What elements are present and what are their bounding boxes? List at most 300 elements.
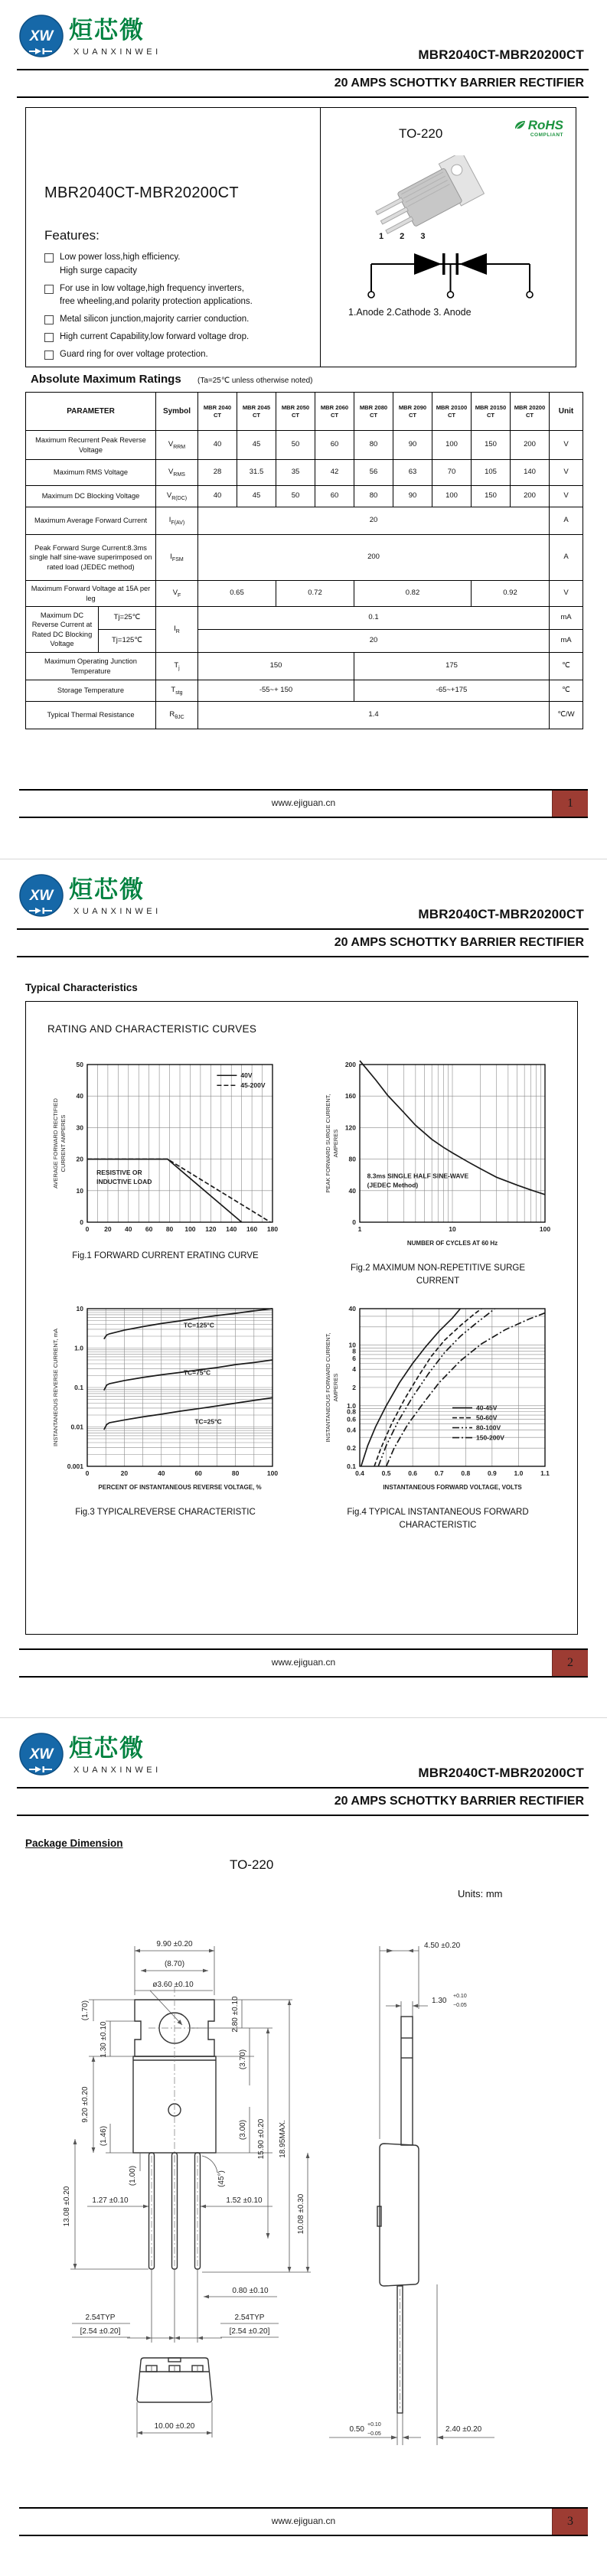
svg-text:1.0: 1.0 xyxy=(514,1469,524,1477)
logo-mark-icon xyxy=(18,1732,66,1776)
svg-text:CURRENT AMPERES: CURRENT AMPERES xyxy=(60,1114,67,1172)
page-footer xyxy=(19,789,588,818)
figure-2 xyxy=(302,1055,574,1289)
fig1-plot xyxy=(51,1055,280,1242)
checkbox-icon xyxy=(44,333,54,342)
svg-text:0.4: 0.4 xyxy=(355,1469,364,1477)
brand-latin: XUANXINWEI xyxy=(73,907,162,916)
checkbox-icon xyxy=(44,351,54,360)
symbol-cell: $R_{\theta JC}$ xyxy=(156,702,198,729)
unit-cell: A xyxy=(550,507,583,535)
svg-text:30: 30 xyxy=(76,1123,83,1132)
package-name: TO-220 xyxy=(230,1857,274,1872)
page-2 xyxy=(0,859,607,1717)
symbol-cell: $V_F$ xyxy=(156,581,198,607)
col-header-model: MBR 20100 CT xyxy=(432,393,472,431)
unit-cell: mA xyxy=(550,630,583,653)
param-cell: Typical Thermal Resistance xyxy=(26,702,156,729)
svg-text:INDUCTIVE LOAD: INDUCTIVE LOAD xyxy=(96,1178,152,1186)
svg-text:0: 0 xyxy=(80,1218,83,1226)
value-cell: 45 xyxy=(237,486,276,507)
header-rule xyxy=(17,1787,589,1789)
header-rule xyxy=(17,928,589,930)
param-cell: Maximum DC Blocking Voltage xyxy=(26,486,156,507)
value-cell: 20 xyxy=(198,507,550,535)
param-cell: Storage Temperature xyxy=(26,680,156,702)
dual-diode-symbol xyxy=(361,252,540,302)
fig3-caption: Fig.3 TYPICALREVERSE CHARACTERISTIC xyxy=(75,1507,256,1517)
col-header-model: MBR 2045 CT xyxy=(237,393,276,431)
part-range-title: MBR2040CT-MBR20200CT xyxy=(418,47,584,62)
svg-text:10: 10 xyxy=(76,1304,83,1312)
table-header-row xyxy=(26,393,583,431)
rohs-label: RoHS xyxy=(527,118,563,132)
symbol-cell: $I_R$ xyxy=(156,607,198,653)
company-logo xyxy=(18,14,248,57)
feature-item xyxy=(44,282,312,310)
value-cell: 42 xyxy=(315,460,354,486)
svg-text:120: 120 xyxy=(344,1123,356,1132)
unit-cell: ℃/W xyxy=(550,702,583,729)
table-row xyxy=(26,431,583,460)
dim-side-width: 4.50 ±0.20 xyxy=(424,1942,461,1950)
svg-text:0.1: 0.1 xyxy=(347,1462,356,1470)
svg-text:120: 120 xyxy=(205,1225,217,1233)
svg-text:PEAK FORWARD SURGE CURRENT,: PEAK FORWARD SURGE CURRENT, xyxy=(325,1094,331,1193)
svg-text:20: 20 xyxy=(76,1155,83,1163)
value-cell: 150 xyxy=(198,653,354,680)
svg-text:10: 10 xyxy=(348,1341,356,1349)
symbol-cell: $V_{RRM}$ xyxy=(156,431,198,460)
rohs-badge xyxy=(513,119,563,139)
dim-body-step: (1.46) xyxy=(100,2125,108,2147)
value-cell: 105 xyxy=(472,460,511,486)
value-cell: 100 xyxy=(432,431,472,460)
dim-shoulder: (1.00) xyxy=(129,2165,137,2186)
value-cell: 150 xyxy=(472,486,511,507)
svg-text:0.4: 0.4 xyxy=(347,1425,356,1433)
value-cell: 63 xyxy=(393,460,432,486)
value-cell: 70 xyxy=(432,460,472,486)
symbol-cell: $V_{R(DC)}$ xyxy=(156,486,198,507)
symbol-cell: $T_{stg}$ xyxy=(156,680,198,702)
svg-text:TC=75°C: TC=75°C xyxy=(183,1368,211,1377)
unit-cell: A xyxy=(550,535,583,581)
package-3d-image xyxy=(363,155,508,236)
svg-text:TC=25°C: TC=25°C xyxy=(194,1417,222,1425)
checkbox-icon xyxy=(44,253,54,262)
unit-cell: ℃ xyxy=(550,680,583,702)
svg-text:0.8: 0.8 xyxy=(347,1407,356,1416)
svg-text:0.6: 0.6 xyxy=(408,1469,418,1477)
page-number-badge: 3 xyxy=(552,2509,588,2535)
value-cell: 0.72 xyxy=(276,581,354,607)
condition-cell: Tj=25℃ xyxy=(99,607,156,630)
dim-back-depth: 2.40 ±0.20 xyxy=(445,2425,482,2434)
svg-text:AVERAGE FORWARD RECTIFIED: AVERAGE FORWARD RECTIFIED xyxy=(52,1098,59,1189)
dim-tab-width: 9.90 ±0.20 xyxy=(156,1940,193,1948)
product-overview-box xyxy=(25,107,576,367)
svg-text:RESISTIVE OR: RESISTIVE OR xyxy=(96,1169,142,1177)
svg-text:0: 0 xyxy=(352,1218,356,1226)
dim-chamfer: (45°) xyxy=(217,2170,226,2187)
table-row xyxy=(26,507,583,535)
col-header-model: MBR 2080 CT xyxy=(354,393,393,431)
feature-item xyxy=(44,313,312,327)
value-cell: 50 xyxy=(276,486,315,507)
col-header-model: MBR 20150 CT xyxy=(472,393,511,431)
svg-text:XW: XW xyxy=(29,28,54,44)
characteristics-box xyxy=(25,1001,578,1635)
svg-text:INSTANTANEOUS FORWARD VOLTAGE,: INSTANTANEOUS FORWARD VOLTAGE, VOLTS xyxy=(383,1483,522,1491)
svg-text:0.001: 0.001 xyxy=(67,1462,83,1470)
brand-chinese: 烜芯微 xyxy=(69,17,145,44)
fig4-plot xyxy=(323,1299,553,1498)
col-header-model: MBR 20200 CT xyxy=(511,393,550,431)
value-cell: 20 xyxy=(198,630,550,653)
pin-numbers: 1 2 3 xyxy=(379,232,432,241)
svg-text:AMPERES: AMPERES xyxy=(332,1373,339,1401)
dim-notch: 1.30 ±0.10 xyxy=(100,2021,108,2058)
svg-text:10: 10 xyxy=(449,1225,456,1233)
value-cell: 0.92 xyxy=(472,581,550,607)
svg-text:6: 6 xyxy=(352,1354,356,1362)
param-cell: Maximum Recurrent Peak Reverse Voltage xyxy=(26,431,156,460)
svg-text:0.9: 0.9 xyxy=(487,1469,497,1477)
param-cell: Maximum Average Forward Current xyxy=(26,507,156,535)
value-cell: 90 xyxy=(393,486,432,507)
param-cell: Peak Forward Surge Current:8.3ms single half sine-wave superimposed on rated load (JEDEC method) xyxy=(26,535,156,581)
value-cell: 60 xyxy=(315,486,354,507)
svg-text:50-60V: 50-60V xyxy=(476,1414,498,1422)
pin-legend: 1.Anode 2.Cathode 3. Anode xyxy=(348,307,472,318)
header-rule xyxy=(17,956,589,957)
value-cell: 140 xyxy=(511,460,550,486)
svg-text:100: 100 xyxy=(266,1469,279,1477)
dim-pitch-typ-right: 2.54TYP xyxy=(234,2314,265,2322)
svg-text:100: 100 xyxy=(184,1225,196,1233)
unit-cell: V xyxy=(550,431,583,460)
svg-text:1: 1 xyxy=(357,1225,362,1233)
fig1-caption: Fig.1 FORWARD CURRENT ERATING CURVE xyxy=(72,1251,259,1260)
value-cell: 1.4 xyxy=(198,702,550,729)
feature-line: Guard ring for over voltage protection. xyxy=(60,349,208,359)
value-cell: 200 xyxy=(511,486,550,507)
svg-text:50: 50 xyxy=(76,1061,83,1068)
dim-body-height: 9.20 ±0.20 xyxy=(81,2086,90,2123)
dim-tab-thk-plus: +0.10 xyxy=(453,1994,467,1999)
value-cell: 175 xyxy=(354,653,550,680)
company-logo xyxy=(18,873,248,916)
svg-text:INSTANTANEOUS REVERSE CURRENT,: INSTANTANEOUS REVERSE CURRENT, mA xyxy=(52,1328,59,1446)
value-cell: 100 xyxy=(432,486,472,507)
company-logo xyxy=(18,1732,248,1775)
section-heading: Typical Characteristics xyxy=(25,982,138,993)
value-cell: -55~+ 150 xyxy=(198,680,354,702)
dim-lead-thk-minus: −0.05 xyxy=(367,2431,381,2437)
svg-text:80: 80 xyxy=(348,1155,356,1163)
doc-subtitle: 20 AMPS SCHOTTKY BARRIER RECTIFIER xyxy=(334,936,584,949)
svg-text:80-100V: 80-100V xyxy=(476,1423,501,1432)
page-3 xyxy=(0,1717,607,2576)
checkbox-icon xyxy=(44,315,54,324)
feature-item xyxy=(44,331,312,344)
dim-tab-top-ref: (1.70) xyxy=(81,2000,90,2021)
svg-text:4: 4 xyxy=(352,1365,356,1373)
col-header-model: MBR 2090 CT xyxy=(393,393,432,431)
feature-item xyxy=(44,251,312,279)
logo-mark-icon xyxy=(18,873,66,918)
svg-text:40: 40 xyxy=(348,1304,356,1312)
doc-subtitle: 20 AMPS SCHOTTKY BARRIER RECTIFIER xyxy=(334,1795,584,1808)
svg-text:40-45V: 40-45V xyxy=(476,1404,498,1412)
ratings-note: (Ta=25℃ unless otherwise noted) xyxy=(197,377,313,385)
product-title: MBR2040CT-MBR20200CT xyxy=(44,184,239,201)
page-footer xyxy=(19,2507,588,2536)
unit-cell: V xyxy=(550,460,583,486)
brand-chinese: 烜芯微 xyxy=(69,876,145,903)
symbol-cell: $I_{FSM}$ xyxy=(156,535,198,581)
value-cell: 28 xyxy=(198,460,237,486)
svg-text:100: 100 xyxy=(539,1225,551,1233)
col-header-symbol: Symbol xyxy=(156,393,198,431)
unit-cell: V xyxy=(550,581,583,607)
svg-text:0.5: 0.5 xyxy=(381,1469,391,1477)
curves-title: RATING AND CHARACTERISTIC CURVES xyxy=(47,1023,257,1035)
unit-cell: ℃ xyxy=(550,653,583,680)
svg-text:2: 2 xyxy=(352,1383,356,1391)
col-header-parameter: PARAMETER xyxy=(26,393,156,431)
footer-url: www.ejiguan.cn xyxy=(271,797,336,808)
table-row xyxy=(26,630,583,653)
svg-text:80: 80 xyxy=(231,1469,240,1477)
value-cell: 200 xyxy=(511,431,550,460)
footer-url: www.ejiguan.cn xyxy=(271,2516,336,2526)
value-cell: 40 xyxy=(198,431,237,460)
svg-text:40: 40 xyxy=(348,1186,356,1195)
svg-text:40V: 40V xyxy=(240,1071,253,1080)
svg-text:0: 0 xyxy=(85,1469,90,1477)
svg-text:45-200V: 45-200V xyxy=(240,1081,266,1090)
header-rule xyxy=(17,69,589,70)
dim-tab-thk: 1.30 xyxy=(432,1997,447,2005)
doc-subtitle: 20 AMPS SCHOTTKY BARRIER RECTIFIER xyxy=(334,77,584,90)
svg-text:0.01: 0.01 xyxy=(70,1423,83,1430)
unit-cell: V xyxy=(550,486,583,507)
table-row xyxy=(26,680,583,702)
col-header-model: MBR 2060 CT xyxy=(315,393,354,431)
value-cell: 0.82 xyxy=(354,581,472,607)
dim-body-total: 15.90 ±0.20 xyxy=(257,2118,266,2160)
svg-text:TC=125°C: TC=125°C xyxy=(183,1321,214,1329)
dim-lead-width2: 1.52 ±0.10 xyxy=(226,2196,263,2205)
svg-text:NUMBER OF CYCLES AT 60 Hz: NUMBER OF CYCLES AT 60 Hz xyxy=(406,1240,498,1247)
symbol-cell: $V_{RMS}$ xyxy=(156,460,198,486)
feature-line: Low power loss,high efficiency. xyxy=(60,253,181,262)
figure-3 xyxy=(29,1299,302,1533)
svg-text:0.6: 0.6 xyxy=(347,1414,356,1423)
svg-text:150-200V: 150-200V xyxy=(476,1433,504,1442)
dim-pitch-typ-left: 2.54TYP xyxy=(85,2314,116,2322)
param-cell: Maximum RMS Voltage xyxy=(26,460,156,486)
value-cell: 40 xyxy=(198,486,237,507)
figure-4 xyxy=(302,1299,574,1533)
value-cell: 60 xyxy=(315,431,354,460)
dim-hole-center: 2.80 ±0.10 xyxy=(231,1996,240,2033)
dim-bottom-width: 10.00 ±0.20 xyxy=(154,2422,195,2431)
value-cell: 200 xyxy=(198,535,550,581)
brand-chinese: 烜芯微 xyxy=(69,1735,145,1762)
table-row xyxy=(26,460,583,486)
svg-text:160: 160 xyxy=(246,1225,258,1233)
footer-url: www.ejiguan.cn xyxy=(271,1657,336,1668)
svg-text:20: 20 xyxy=(120,1469,129,1477)
part-range-title: MBR2040CT-MBR20200CT xyxy=(418,1766,584,1780)
svg-text:0.7: 0.7 xyxy=(434,1469,444,1477)
logo-mark-icon xyxy=(18,14,66,58)
fig2-caption: Fig.2 MAXIMUM NON-REPETITIVE SURGE CURRENT xyxy=(350,1264,526,1286)
table-row xyxy=(26,535,583,581)
svg-text:60: 60 xyxy=(194,1469,202,1477)
dim-lead-length: 10.08 ±0.30 xyxy=(297,2193,305,2235)
rohs-compliant-label: COMPLIANT xyxy=(530,132,563,138)
dim-tab-thk-minus: −0.05 xyxy=(453,2003,467,2008)
svg-text:140: 140 xyxy=(226,1225,237,1233)
package-name: TO-220 xyxy=(399,126,443,141)
symbol-cell: $T_j$ xyxy=(156,653,198,680)
value-cell: 150 xyxy=(472,431,511,460)
feature-line: Metal silicon junction,majority carrier conduction. xyxy=(60,315,250,324)
value-cell: -65~+175 xyxy=(354,680,550,702)
svg-text:40: 40 xyxy=(76,1092,83,1101)
ratings-heading: Absolute Maximum Ratings xyxy=(31,373,181,386)
features-pane xyxy=(26,108,320,367)
dim-body-mid: (3.00) xyxy=(239,2119,247,2141)
param-cell: Maximum DC Reverse Current at Rated DC Blocking Voltage xyxy=(26,607,99,653)
dim-lead-thk-plus: +0.10 xyxy=(367,2422,381,2428)
dim-pitch-tol-right: [2.54 ±0.20] xyxy=(229,2327,270,2336)
dim-lead-thk: 0.50 xyxy=(349,2425,364,2434)
dim-hole-to-body: (3.70) xyxy=(239,2049,247,2070)
svg-text:180: 180 xyxy=(266,1225,279,1233)
table-row xyxy=(26,581,583,607)
table-row xyxy=(26,486,583,507)
svg-text:160: 160 xyxy=(344,1092,356,1101)
svg-text:0.1: 0.1 xyxy=(74,1383,83,1391)
header-rule xyxy=(17,1815,589,1816)
brand-latin: XUANXINWEI xyxy=(73,47,162,57)
page-footer xyxy=(19,1648,588,1678)
svg-text:80: 80 xyxy=(165,1225,174,1233)
page-1 xyxy=(0,0,607,859)
feature-item xyxy=(44,348,312,362)
param-cell: Maximum Operating Junction Temperature xyxy=(26,653,156,680)
svg-text:(JEDEC Method): (JEDEC Method) xyxy=(367,1181,419,1189)
table-row xyxy=(26,653,583,680)
value-cell: 0.1 xyxy=(198,607,550,630)
feature-line: High current Capability,low forward voltage drop. xyxy=(60,332,250,342)
symbol-cell: $I_{F(AV)}$ xyxy=(156,507,198,535)
svg-text:1.0: 1.0 xyxy=(347,1401,356,1410)
col-header-model: MBR 2050 CT xyxy=(276,393,315,431)
feature-line: High surge capacity xyxy=(60,266,137,276)
value-cell: 45 xyxy=(237,431,276,460)
svg-text:XW: XW xyxy=(29,888,54,904)
svg-text:INSTANTANEOUS FORWARD CURRENT,: INSTANTANEOUS FORWARD CURRENT, xyxy=(325,1332,331,1443)
dim-lead-width: 1.27 ±0.10 xyxy=(92,2196,129,2205)
value-cell: 31.5 xyxy=(237,460,276,486)
dim-left-height: 13.08 ±0.20 xyxy=(63,2186,71,2227)
svg-text:40: 40 xyxy=(158,1469,165,1477)
svg-text:PERCENT OF INSTANTANEOUS REVER: PERCENT OF INSTANTANEOUS REVERSE VOLTAGE, % xyxy=(98,1483,262,1491)
page-number-badge: 2 xyxy=(552,1650,588,1676)
svg-text:10: 10 xyxy=(76,1186,83,1195)
svg-text:XW: XW xyxy=(29,1746,54,1762)
svg-text:20: 20 xyxy=(104,1225,112,1233)
part-range-title: MBR2040CT-MBR20200CT xyxy=(418,907,584,921)
svg-text:8: 8 xyxy=(352,1346,356,1355)
value-cell: 56 xyxy=(354,460,393,486)
svg-text:200: 200 xyxy=(344,1061,356,1068)
header-rule xyxy=(17,96,589,98)
param-cell: Maximum Forward Voltage at 15A per leg xyxy=(26,581,156,607)
svg-text:60: 60 xyxy=(145,1225,153,1233)
feature-line: free wheeling,and polarity protection applications. xyxy=(60,297,253,307)
dim-body-width-ref: (8.70) xyxy=(164,1960,185,1968)
feature-line: For use in low voltage,high frequency inverters, xyxy=(60,283,244,293)
value-cell: 80 xyxy=(354,486,393,507)
condition-cell: Tj=125℃ xyxy=(99,630,156,653)
unit-cell: mA xyxy=(550,607,583,630)
dim-pitch-tol-left: [2.54 ±0.20] xyxy=(80,2327,121,2336)
dim-overall-max: 18.95MAX. xyxy=(279,2120,287,2158)
figure-1 xyxy=(29,1055,302,1289)
value-cell: 80 xyxy=(354,431,393,460)
fig4-caption: Fig.4 TYPICAL INSTANTANEOUS FORWARD CHARACTERISTIC xyxy=(347,1507,529,1530)
svg-text:0: 0 xyxy=(85,1225,90,1233)
features-heading: Features: xyxy=(44,228,100,243)
table-row xyxy=(26,702,583,729)
table-row xyxy=(26,607,583,630)
leaf-icon xyxy=(513,119,527,132)
package-pane xyxy=(320,108,576,367)
svg-text:1.1: 1.1 xyxy=(540,1469,550,1477)
col-header-model: MBR 2040 CT xyxy=(198,393,237,431)
svg-text:8.3ms SINGLE HALF SINE-WAVE: 8.3ms SINGLE HALF SINE-WAVE xyxy=(367,1172,469,1180)
svg-text:40: 40 xyxy=(125,1225,132,1233)
value-cell: 50 xyxy=(276,431,315,460)
value-cell: 35 xyxy=(276,460,315,486)
checkbox-icon xyxy=(44,285,54,294)
page-number-badge: 1 xyxy=(552,791,588,817)
units-label: Units: mm xyxy=(458,1888,503,1899)
dim-hole-dia: ø3.60 ±0.10 xyxy=(152,1981,194,1989)
svg-text:1.0: 1.0 xyxy=(74,1344,83,1352)
section-heading: Package Dimension xyxy=(25,1837,123,1849)
value-cell: 90 xyxy=(393,431,432,460)
svg-text:AMPERES: AMPERES xyxy=(332,1129,339,1158)
dim-lead-thick: 0.80 ±0.10 xyxy=(232,2287,269,2295)
fig2-plot xyxy=(323,1055,553,1254)
fig3-plot xyxy=(51,1299,280,1498)
col-header-unit: Unit xyxy=(550,393,583,431)
absolute-maximum-ratings-table xyxy=(25,392,583,729)
brand-latin: XUANXINWEI xyxy=(73,1766,162,1775)
value-cell: 0.65 xyxy=(198,581,276,607)
svg-text:0.2: 0.2 xyxy=(347,1443,356,1452)
svg-text:0.8: 0.8 xyxy=(461,1469,471,1477)
package-dimension-drawing xyxy=(20,1909,586,2468)
